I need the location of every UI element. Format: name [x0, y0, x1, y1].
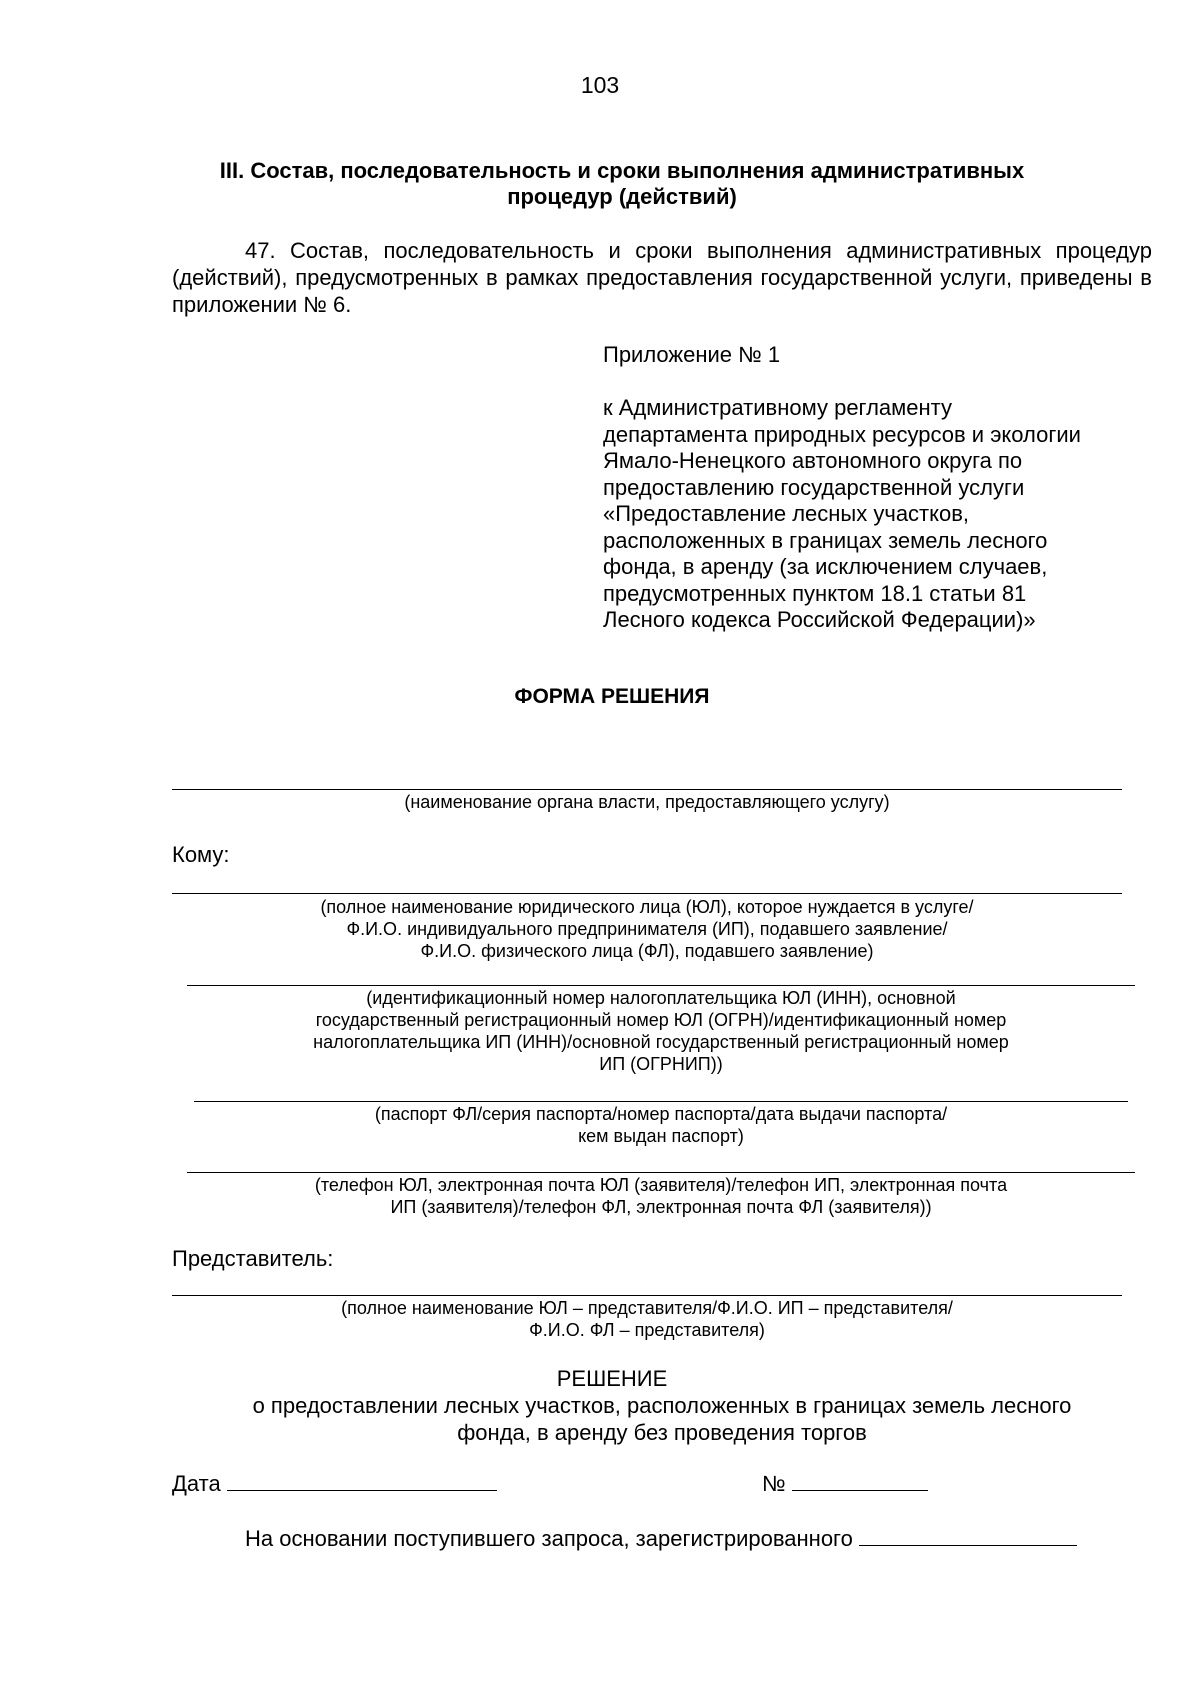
page-number: 103	[580, 72, 620, 98]
date-field[interactable]	[227, 1470, 497, 1491]
basis-row	[245, 1525, 1077, 1552]
applicant-field-line[interactable]	[172, 893, 1122, 894]
number-label: №	[762, 1471, 786, 1496]
ids-field-line[interactable]	[187, 985, 1135, 986]
applicant-caption	[172, 896, 1122, 962]
decision-title: РЕШЕНИЕ	[556, 1366, 668, 1391]
appendix-line: «Предоставление лесных участков,	[603, 501, 970, 526]
caption-line: Ф.И.О. физического лица (ФЛ), подавшего заявление)	[420, 941, 874, 961]
caption-line: (телефон ЮЛ, электронная почта ЮЛ (заявителя)/телефон ИП, электронная почта	[314, 1175, 1008, 1195]
contacts-field-line[interactable]	[187, 1172, 1135, 1173]
caption-line: Ф.И.О. индивидуального предпринимателя (ИП), подавшего заявление/	[346, 919, 948, 939]
authority-caption: (наименование органа власти, предоставляющего услугу)	[404, 792, 890, 812]
section-heading-line-2: процедур (действий)	[507, 184, 737, 209]
date-row	[172, 1470, 497, 1497]
representative-field-line[interactable]	[172, 1295, 1122, 1296]
paragraph-47: 47. Состав, последовательность и сроки выполнения административных процедур (действий), предусмотренных в рамках предоставления государственной услуги, приведены в приложении № 6.	[172, 238, 1152, 317]
decision-subtitle-line-2: фонда, в аренду без проведения торгов	[457, 1420, 867, 1445]
caption-line: (полное наименование юридического лица (ЮЛ), которое нуждается в услуге/	[320, 897, 974, 917]
caption-line: (идентификационный номер налогоплательщика ЮЛ (ИНН), основной	[366, 988, 956, 1008]
caption-line: государственный регистрационный номер ЮЛ (ОГРН)/идентификационный номер	[315, 1010, 1007, 1030]
appendix-line: департамента природных ресурсов и экологии	[603, 421, 1081, 447]
decision-subtitle-line-1: о предоставлении лесных участков, расположенных в границах земель лесного	[252, 1393, 1072, 1418]
appendix-line: предусмотренных пунктом 18.1 статьи 81	[603, 580, 1027, 606]
section-heading-line-1: III. Состав, последовательность и сроки выполнения административных	[219, 158, 1025, 183]
representative-caption	[172, 1297, 1122, 1341]
appendix-line: предоставлению государственной услуги	[603, 474, 1025, 500]
appendix-line: Лесного кодекса Российской Федерации)»	[603, 607, 1036, 632]
number-field[interactable]	[792, 1470, 928, 1491]
form-title: ФОРМА РЕШЕНИЯ	[514, 685, 710, 708]
caption-line: ИП (ОГРНИП))	[599, 1054, 723, 1074]
registration-field[interactable]	[859, 1525, 1077, 1546]
ids-caption	[187, 987, 1135, 1075]
caption-line: ИП (заявителя)/телефон ФЛ, электронная почта ФЛ (заявителя))	[390, 1197, 932, 1217]
authority-field-line[interactable]	[172, 789, 1122, 790]
representative-label: Представитель:	[172, 1246, 334, 1271]
decision-subtitle	[172, 1392, 1152, 1446]
caption-line: (полное наименование ЮЛ – представителя/Ф.И.О. ИП – представителя/	[341, 1298, 953, 1318]
number-row	[762, 1470, 928, 1497]
caption-line: Ф.И.О. ФЛ – представителя)	[529, 1320, 765, 1340]
appendix-line: к Административному регламенту	[603, 395, 953, 420]
appendix-title: Приложение № 1	[603, 342, 781, 367]
date-label: Дата	[172, 1471, 221, 1496]
to-label: Кому:	[172, 842, 230, 867]
caption-line: кем выдан паспорт)	[578, 1126, 744, 1146]
appendix-line: расположенных в границах земель лесного	[603, 527, 1048, 553]
appendix-line: фонда, в аренду (за исключением случаев,	[603, 554, 1048, 579]
appendix-text	[603, 395, 1123, 634]
passport-field-line[interactable]	[194, 1101, 1128, 1102]
section-heading	[172, 158, 1072, 210]
contacts-caption	[187, 1174, 1135, 1218]
passport-caption	[194, 1103, 1128, 1147]
basis-text: На основании поступившего запроса, зарегистрированного	[245, 1526, 853, 1551]
caption-line: налогоплательщика ИП (ИНН)/основной государственный регистрационный номер	[313, 1032, 1009, 1052]
caption-line: (паспорт ФЛ/серия паспорта/номер паспорта/дата выдачи паспорта/	[374, 1104, 948, 1124]
appendix-line: Ямало-Ненецкого автономного округа по	[603, 448, 1023, 473]
